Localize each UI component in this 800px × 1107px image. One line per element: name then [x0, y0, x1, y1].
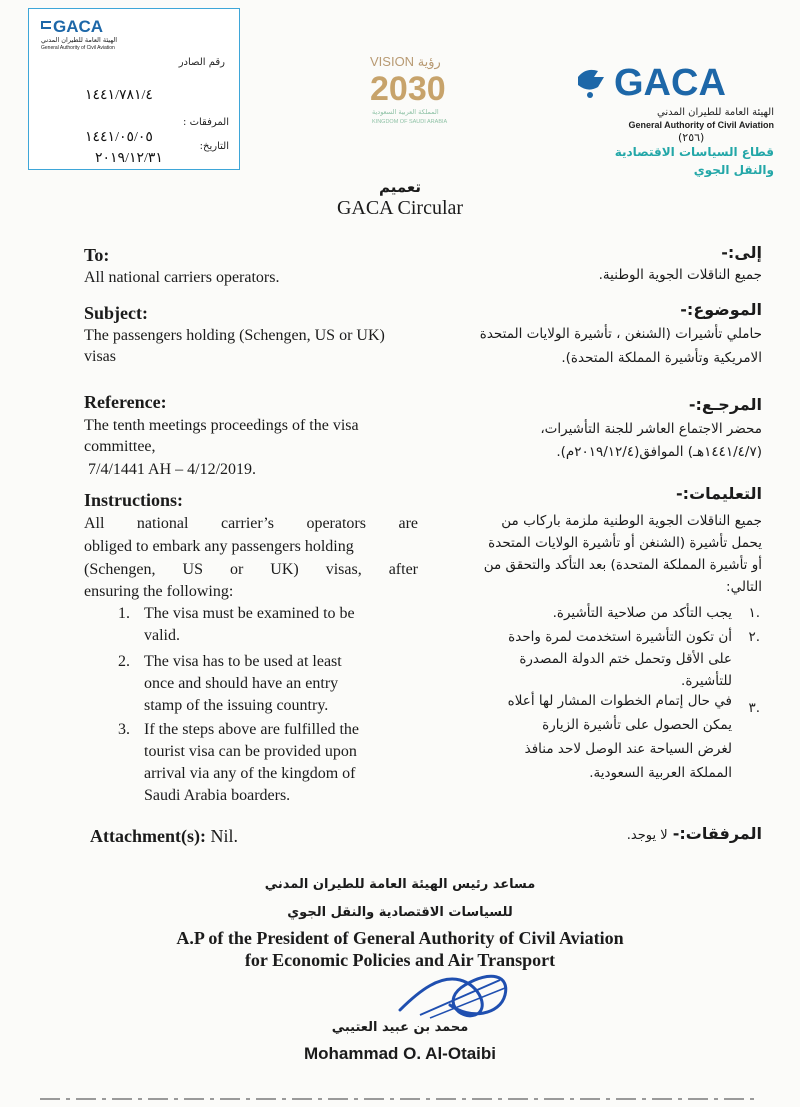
- sector-line-1: قطاع السياسات الاقتصادية: [614, 145, 774, 159]
- item-2-number: 2.: [118, 653, 130, 670]
- item-2-ar-line-3: للتأشيرة.: [681, 673, 732, 689]
- vision-2030-logo: [360, 50, 480, 130]
- signatory-ar-2: للسياسات الاقتصادية والنقل الجوي: [287, 905, 513, 920]
- date-gregorian: ٢٠١٩/١٢/٣١: [95, 151, 163, 166]
- subject-label-ar: الموضوع:-: [680, 300, 762, 319]
- to-value-ar: جميع الناقلات الجوية الوطنية.: [598, 267, 762, 283]
- item-3-ar-line-3: لغرض السياحة عند الوصل لاحد منافذ: [524, 741, 732, 757]
- item-1-number: 1.: [118, 605, 130, 622]
- item-3-line-4: Saudi Arabia boarders.: [144, 787, 291, 804]
- attachments-row-ar: [627, 824, 762, 843]
- subject-value-ar-1: حاملي تأشيرات (الشنغن ، تأشيرة الولايات المتحدة: [479, 326, 762, 342]
- instructions-intro-4: ensuring the following:: [84, 583, 234, 600]
- item-2-ar-line-2: على الأقل وتحمل ختم الدولة المصدرة: [519, 651, 732, 667]
- instructions-intro-1: All national carrier’s operators are: [84, 515, 418, 532]
- attachments-label-en: Attachment(s):: [90, 826, 206, 846]
- gaca-logo-text: GACA: [614, 62, 726, 104]
- reference-value-ar-2: (١٤٤١/٤/٧هـ) الموافق(٢٠١٩/١٢/٤م).: [556, 444, 762, 460]
- reference-stamp: [28, 8, 240, 170]
- item-3-ar-line-2: يمكن الحصول على تأشيرة الزيارة: [542, 717, 732, 733]
- item-3-number-ar: .٣: [748, 700, 760, 716]
- instructions-intro-3: (Schengen, US or UK) visas, after: [84, 561, 418, 578]
- instructions-intro-ar-3: أو تأشيرة المملكة المتحدة) بعد التأكد والتحقق من: [483, 557, 762, 573]
- signatory-name-en: Mohammad O. Al-Otaibi: [303, 1044, 497, 1063]
- vision-sub-ar: المملكة العربية السعودية: [372, 108, 439, 116]
- instructions-intro-ar-4: التالي:: [726, 579, 762, 595]
- item-2-line-2: once and should have an entry: [144, 675, 339, 692]
- item-3-number: 3.: [118, 721, 130, 738]
- item-2-line-3: stamp of the issuing country.: [144, 697, 329, 714]
- signatory-en-2: for Economic Policies and Air Transport: [244, 950, 556, 970]
- gaca-mini-logo: [37, 15, 167, 51]
- reference-value-2: committee,: [84, 438, 156, 455]
- to-label-ar: إلى:-: [721, 243, 762, 262]
- attachments-value-ar: لا يوجد.: [626, 828, 668, 843]
- signatory-name-ar: محمد بن عبيد العتيبي: [331, 1020, 469, 1035]
- item-3-line-1: If the steps above are fulfilled the: [144, 721, 360, 738]
- vision-year: 2030: [370, 70, 446, 108]
- reference-value-ar-1: محضر الاجتماع العاشر للجنة التأشيرات،: [540, 421, 762, 437]
- gaca-logo-block: [560, 55, 782, 195]
- reference-label-ar: المرجـع:-: [688, 395, 762, 414]
- instructions-label: Instructions:: [84, 490, 184, 510]
- attachments-value-en: Nil.: [210, 826, 238, 846]
- stamp-logo-ar: الهيئة العامة للطيران المدني: [41, 36, 118, 44]
- attachments-label: المرفقات :: [183, 117, 229, 128]
- item-3-ar-line-4: المملكة العربية السعودية.: [589, 765, 732, 781]
- subject-label: Subject:: [84, 303, 148, 323]
- instructions-intro-2: obliged to embark any passengers holding: [84, 538, 354, 555]
- signatory-en-1: A.P of the President of General Authority of Civil Aviation: [176, 928, 624, 948]
- item-2-line-1: The visa has to be used at least: [144, 653, 342, 670]
- to-value: All national carriers operators.: [84, 269, 280, 286]
- instructions-intro-ar-2: يحمل تأشيرة (الشنغن أو تأشيرة الولايات المتحدة: [488, 535, 762, 551]
- vision-top: VISION رؤية: [370, 54, 441, 69]
- item-1-line-1: The visa must be examined to be: [144, 605, 355, 622]
- gaca-name-ar: الهيئة العامة للطيران المدني: [657, 107, 774, 118]
- item-2-ar-line-1: أن تكون التأشيرة استخدمت لمرة واحدة: [508, 629, 732, 645]
- issued-number: ١٤٤١/٧٨١/٤: [85, 88, 153, 103]
- item-1-line-2: valid.: [144, 627, 180, 644]
- to-label: To:: [84, 245, 110, 265]
- footer-divider: [40, 1093, 760, 1105]
- item-2-number-ar: .٢: [748, 629, 760, 645]
- gaca-logo: [574, 59, 774, 109]
- title-ar: تعميم: [378, 178, 422, 196]
- reference-value-3: 7/4/1441 AH – 4/12/2019.: [88, 461, 257, 478]
- item-1-number-ar: .١: [748, 605, 760, 621]
- attachments-row: [90, 826, 238, 847]
- instructions-label-ar: التعليمات:-: [676, 484, 762, 503]
- issued-number-label: رقم الصادر: [178, 57, 225, 68]
- vision-sub-en: KINGDOM OF SAUDI ARABIA: [372, 119, 448, 125]
- page-title: GACA Circular: [336, 197, 464, 219]
- subject-value-ar-2: الامريكية وتأشيرة المملكة المتحدة).: [561, 350, 762, 366]
- sector-line-2: والنقل الجوي: [693, 163, 774, 177]
- date-hijri: ١٤٤١/٠٥/٠٥: [85, 130, 153, 145]
- gaca-emblem-icon: [578, 70, 604, 90]
- reference-label: Reference:: [84, 392, 167, 412]
- stamp-logo-en: General Authority of Civil Aviation: [41, 45, 115, 51]
- date-label: التاريخ:: [199, 141, 229, 152]
- attachments-label-ar: المرفقات:-: [672, 824, 762, 843]
- item-3-ar-line-1: في حال إتمام الخطوات المشار لها أعلاه: [507, 693, 732, 709]
- reference-value-1: The tenth meetings proceedings of the visa: [84, 417, 359, 434]
- item-3-line-3: arrival via any of the kingdom of: [144, 765, 356, 782]
- item-3-line-2: tourist visa can be provided upon: [144, 743, 357, 760]
- gaca-code: (٢٥٦): [678, 131, 705, 144]
- gaca-name-en: General Authority of Civil Aviation: [628, 120, 774, 130]
- signatory-ar-1: مساعد رئيس الهيئة العامة للطيران المدني: [264, 877, 536, 892]
- instructions-intro-ar-1: جميع الناقلات الجوية الوطنية ملزمة باركاب من: [501, 513, 762, 529]
- subject-value-2: visas: [84, 348, 116, 365]
- subject-value-1: The passengers holding (Schengen, US or UK): [84, 327, 385, 344]
- stamp-logo-text: GACA: [53, 17, 104, 36]
- item-1-ar-line-1: يجب التأكد من صلاحية التأشيرة.: [552, 605, 732, 621]
